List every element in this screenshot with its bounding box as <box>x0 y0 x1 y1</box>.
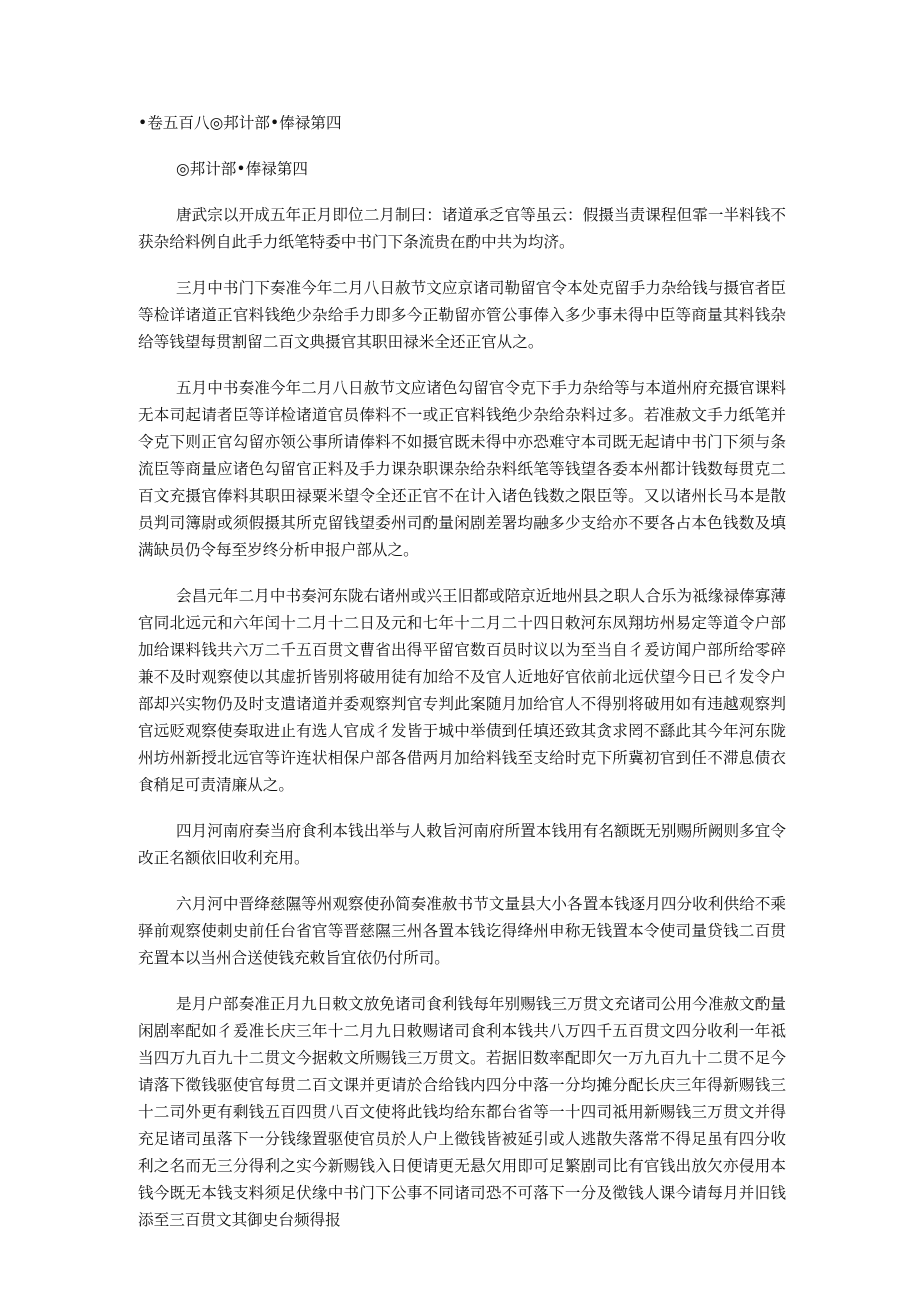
paragraph: 六月河中晋绛慈隰等州观察使孙简奏准赦书节文量县大小各置本钱逐月四分收利供给不乘驿前观察使刺史前任台省官等晋慈隰三州各置本钱讫得绛州申称无钱置本令使司量贷钱二百贯充置本以当州合送使钱充敕旨宜依仍付所司。 <box>138 895 786 967</box>
paragraph: 三月中书门下奏准今年二月八日赦节文应京诸司勒留官令本处克留手力杂给钱与摄官者臣等检详诸道正官料钱绝少杂给手力即多今正勒留亦管公事俸入多少事未得中臣等商量其料钱杂给等钱望每贯割留二百文典摄官其职田禄米全还正官从之。 <box>138 279 786 351</box>
paragraph: 唐武宗以开成五年正月即位二月制曰：诸道承乏官等虽云：假摄当责课程但霏一半料钱不获杂给料例自此手力纸笔特委中书门下条流贵在酌中共为均济。 <box>138 206 786 251</box>
section-subheading: ◎邦计部•俸禄第四 <box>176 160 308 178</box>
document-page <box>138 110 786 1234</box>
paragraph: 四月河南府奏当府食利本钱出举与人敕旨河南府所置本钱用有名额既无别赐所阙则多宜令改正名额依旧收利充用。 <box>138 822 786 867</box>
paragraph: 五月中书奏准今年二月八日赦节文应诸色勾留官令克下手力杂给等与本道州府充摄官课料无本司起请者臣等详检诸道官员俸料不一或正官料钱绝少杂给杂料过多。若准赦文手力纸笔并令克下则正官勾留亦领公事所请俸料不如摄官既未得中亦恐难守本司既无起请中书门下须与条流臣等商量应诸色勾留官正料及手力课杂职课杂给杂料纸笔等钱望各委本州都计钱数每贯克二百文充摄官俸料其职田禄粟米望令全还正官不在计入诸色钱数之限臣等。又以诸州长马本是散员判司簿尉或须假摄其所克留钱望委州司酌量闲剧差署均融多少支给亦不要各占本色钱数及填满缺员仍令每至岁终分析申报户部从之。 <box>138 379 786 559</box>
document-heading: •卷五百八◎邦计部•俸禄第四 <box>138 114 342 132</box>
paragraph: 是月户部奏准正月九日敕文放免诸司食利钱每年别赐钱三万贯文充诸司公用今准赦文酌量闲剧率配如彳爰准长庆三年十二月九日敕赐诸司食利本钱共八万四千五百贯文四分收利一年祗当四万九百九十二贯文今据敕文所赐钱三万贯文。若据旧数率配即欠一万九百九十二贯不足今请落下徵钱驱使官每贯二百文课并更请於合给钱内四分中落一分均摊分配长庆三年得新赐钱三十二司外更有剩钱五百四贯八百文使将此钱均给东都台省等一十四司祗用新赐钱三万贯文并得充足诸司虽落下一分钱缘置驱使官员於人户上徵钱皆被延引或人逃散失落常不得足虽有四分收利之名而无三分得利之实今新赐钱入日便请更无悬欠用即可足繁剧司比有官钱出放欠亦侵用本钱今既无本钱支料须足伏缘中书门下公事不同诸司恐不可落下一分及徵钱人课今请每月并旧钱添至三百贯文其御史台频得报 <box>138 995 786 1229</box>
paragraph: 会昌元年二月中书奏河东陇右诸州或兴王旧都或陪京近地州县之职人合乐为祗缘禄俸寡薄官同北远元和六年闰十二月十二日及元和七年十二月二十四日敕河东凤翔坊州易定等道令户部加给课料钱共六万二千五百贯文曹省出得平留官数百员时议以为至当自彳爰访闻户部所给零碎兼不及时观察使以其虚折皆别将破用徒有加给不及官人近地好官依前北远伏望今日已彳发令户部却兴实物仍及时支遣诸道并委观察判官专判此案随月加给官人不得别将破用如有违越观察判官远贬观察使奏取进止有选人官成彳发皆于城中举债到任填还致其贪求罔不繇此其今年河东陇州坊州新授北远官等许连状相保户部各借两月加给料钱至支给时克下所冀初官到任不滞息债衣食稍足可责清廉从之。 <box>138 587 786 794</box>
